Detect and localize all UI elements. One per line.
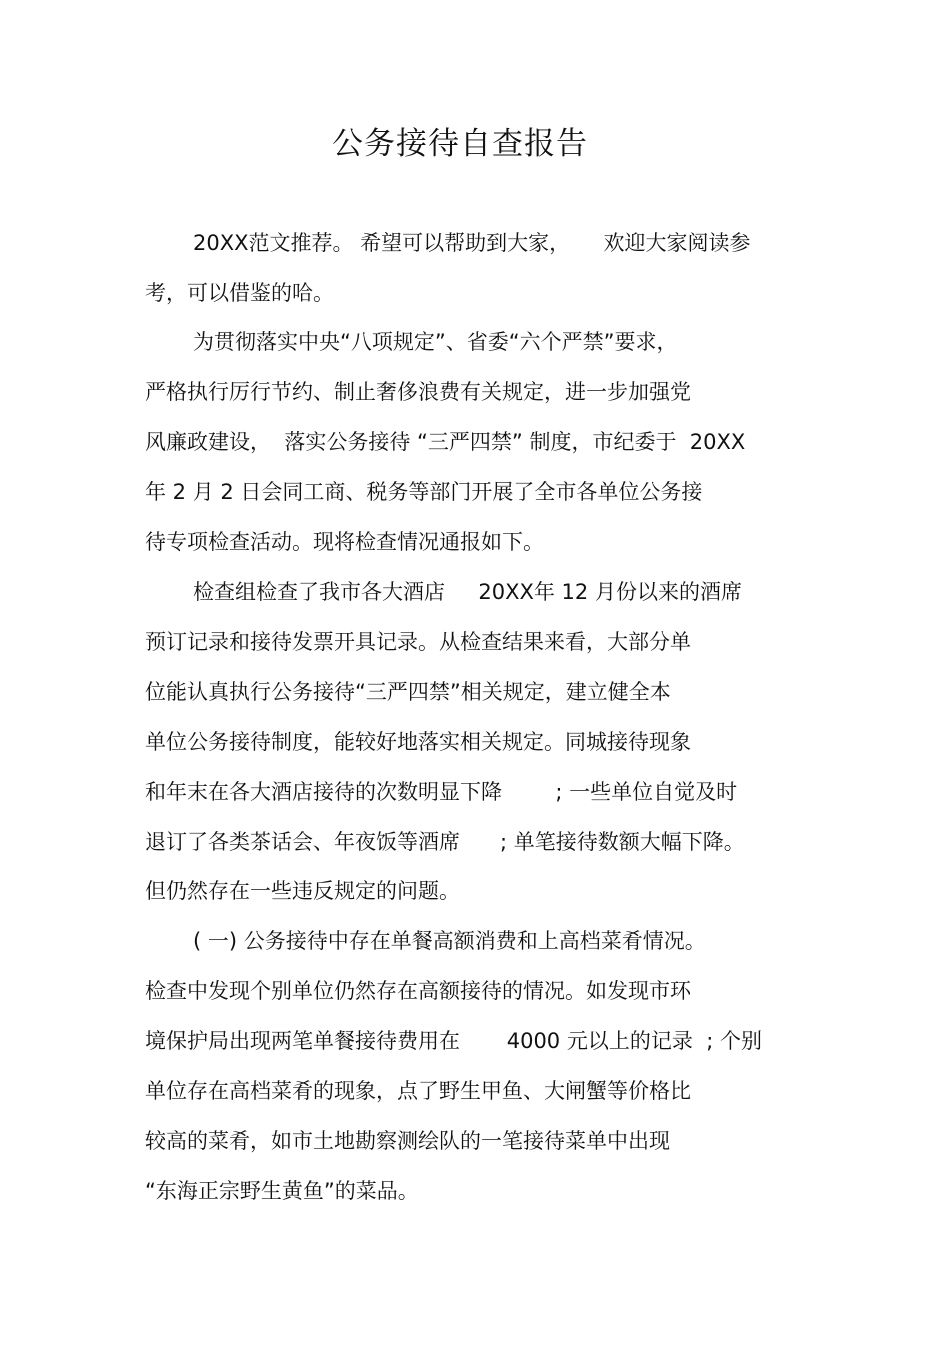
body-line: 但仍然存在一些违反规定的问题。 (145, 879, 460, 903)
body-line: 20XX范文推荐。 希望可以帮助到大家， 欢迎大家阅读参 (193, 231, 751, 255)
body-line: 位能认真执行公务接待“三严四禁”相关规定，建立健全本 (145, 680, 671, 704)
body-line: “东海正宗野生黄鱼”的菜品。 (145, 1179, 419, 1203)
body-line: 为贯彻落实中央“八项规定”、省委“六个严禁”要求， (193, 330, 678, 354)
body-line: 检查组检查了我市各大酒店 20XX年 12 月份以来的酒席 (193, 580, 742, 604)
body-line: 考，可以借鉴的哈。 (145, 281, 334, 305)
body-line: 单位公务接待制度，能较好地落实相关规定。同城接待现象 (145, 730, 691, 754)
section-heading: ( 一) 公务接待中存在单餐高额消费和上高档菜肴情况。 (193, 929, 706, 953)
body-line: 检查中发现个别单位仍然存在高额接待的情况。如发现市环 (145, 979, 691, 1003)
body-line: 严格执行厉行节约、制止奢侈浪费有关规定，进一步加强党 (145, 380, 691, 404)
document-title: 公务接待自查报告 (332, 126, 588, 162)
body-line: 年 2 月 2 日会同工商、税务等部门开展了全市各单位公务接 (145, 480, 703, 504)
body-line: 境保护局出现两笔单餐接待费用在 4000 元以上的记录 ; 个别 (145, 1029, 762, 1053)
body-line: 风廉政建设， 落实公务接待 “三严四禁” 制度，市纪委于 20XX (145, 430, 746, 454)
body-line: 待专项检查活动。现将检查情况通报如下。 (145, 530, 544, 554)
body-line: 和年末在各大酒店接待的次数明显下降 ; 一些单位自觉及时 (145, 780, 738, 804)
body-line: 单位存在高档菜肴的现象，点了野生甲鱼、大闸蟹等价格比 (145, 1079, 691, 1103)
body-line: 预订记录和接待发票开具记录。从检查结果来看，大部分单 (145, 630, 691, 654)
body-line: 退订了各类茶话会、年夜饭等酒席 ; 单笔接待数额大幅下降。 (145, 830, 745, 854)
body-line: 较高的菜肴，如市土地勘察测绘队的一笔接待菜单中出现 (145, 1129, 670, 1153)
